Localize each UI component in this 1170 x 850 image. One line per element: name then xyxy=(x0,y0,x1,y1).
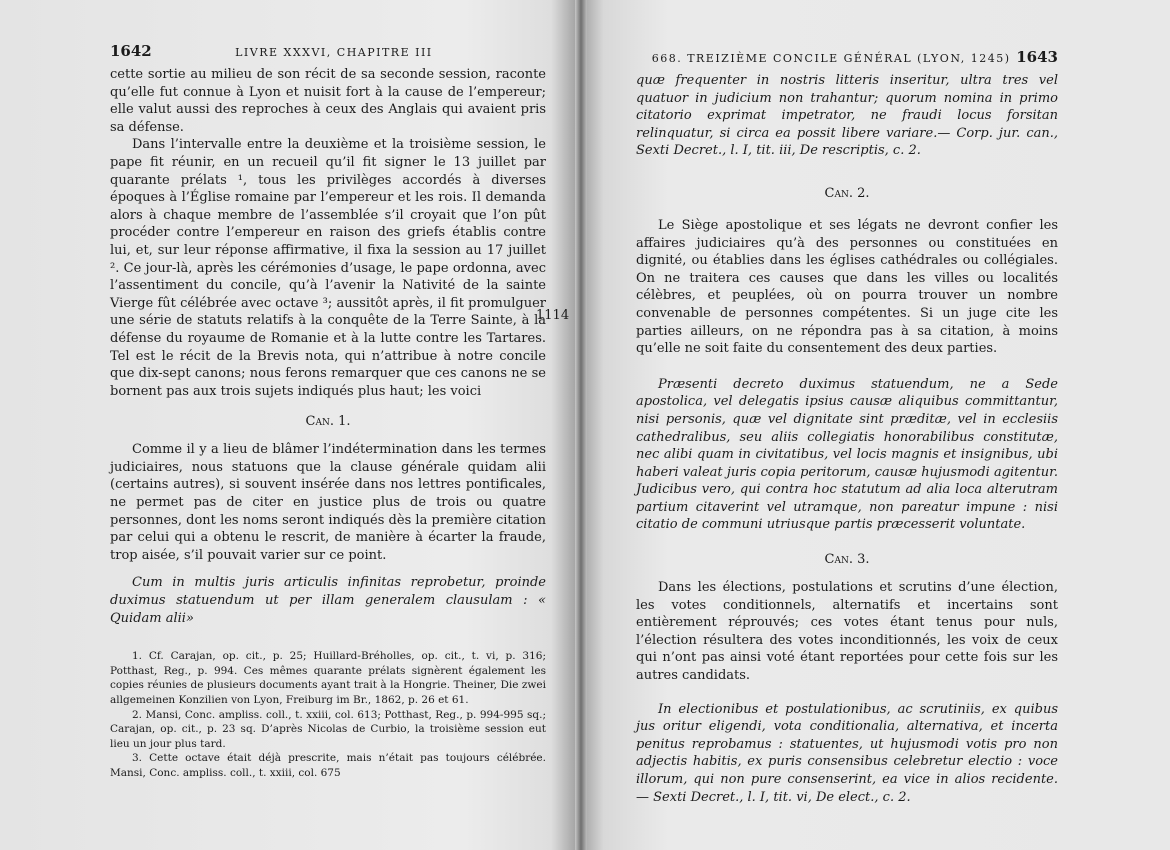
can2-latin: Præsenti decreto duximus statuendum, ne a Sede apostolica, vel delegatis ipsius causæ aliquibus committantur, nisi personis, quæ vel dignitate sint præditæ, vel in ecclesiis cathedralibus, seu aliis collegiatis honorabilibus constitutæ, nec alibi quam in civitatibus, vel locis magnis et insignibus, ubi haberi valeat juris copia peritorum, causæ hujusmodi agitentur. Judicibus vero, qui contra hoc statutum ad alia loca alterutram partium citaverint vel utramque, non pareatur impune : nisi citatio de communi utriusque partis præcesserit voluntate. xyxy=(636,376,1058,533)
left-running-head xyxy=(110,42,546,60)
left-paragraph-2: Dans l’intervalle entre la deuxième et la troisième session, le pape fit réunir, en un recueil qu’il fit signer le 13 juillet par quarante prélats ¹, tous les privilèges accordés à diverses époques à l’Église romaine par l’empereur et les rois. Il demanda alors à chaque membre de l’assemblée s’il croyait que l’on pût procéder contre l’empereur en raison des griefs établis contre lui, et, sur leur réponse affirmative, il fixa la session au 17 juillet ². Ce jour-là, après les cérémonies d’usage, le pape ordonna, avec l’assentiment du concile, qu’à l’avenir la Nativité de la sainte Vierge fût célébrée avec octave ³; aussitôt après, il fit promulguer une série de statuts relatifs à la conquête de la Terre Sainte, à la défense du royaume de Romanie et à la lutte contre les Tartares. Tel est le récit de la Brevis nota, qui n’attribue à notre concile que dix-sept canons; nous ferons remarquer que ces canons ne se bornent pas aux trois sujets indiqués plus haut; les voici xyxy=(110,137,546,399)
left-paragraph-1: cette sortie au milieu de son récit de sa seconde session, raconte qu’elle fut connue à Lyon et nuisit fort à la cause de l’empereur; elle valut aussi des reproches à ceux des Anglais qui avaient pris sa défense. xyxy=(110,67,546,135)
book-gutter xyxy=(575,0,587,850)
left-running-title: LIVRE XXXVI, CHAPITRE III xyxy=(235,46,433,59)
right-running-head xyxy=(636,48,1058,66)
margin-number: 1114 xyxy=(536,308,570,323)
footnote-2: 2. Mansi, Conc. ampliss. coll., t. xxiii, col. 613; Potthast, Reg., p. 994-995 sq.; Carajan, op. cit., p. 23 sq. D’après Nicolas de Curbio, la troisième session eut lieu un jour plus tard. xyxy=(110,708,546,750)
footnote-1: 1. Cf. Carajan, op. cit., p. 25; Huillard-Bréholles, op. cit., t. vi, p. 316; Potthast, Reg., p. 994. Ces mêmes quarante prélats signèrent également les copies réunies de plusieurs documents ayant trait à la Hongrie. Theiner, Die zwei allgemeinen Konzilien von Lyon, Freiburg im Br., 1862, p. 26 et 61. xyxy=(110,650,546,706)
left-page xyxy=(0,0,580,850)
footnote-3: 3. Cette octave était déjà prescrite, mais n’était pas toujours célébrée. Mansi, Conc. ampliss. coll., t. xxiii, col. 675 xyxy=(110,752,546,779)
can1-french: Comme il y a lieu de blâmer l’indétermination dans les termes judiciaires, nous statuons que la clause générale quidam alii (certains autres), si souvent insérée dans nos lettres pontificales, ne permet pas de citer en justice plus de trois ou quatre personnes, dont les noms seront indiqués dès la première citation par celui qui a obtenu le rescrit, de manière à écarter la fraude, trop aisée, s’il pouvait varier sur ce point. xyxy=(110,442,546,563)
left-page-number: 1642 xyxy=(110,42,152,60)
can2-heading: Can. 2. xyxy=(824,185,870,201)
right-page-number: 1643 xyxy=(1016,48,1058,66)
right-running-title: 668. TREIZIÈME CONCILE GÉNÉRAL (LYON, 1245) xyxy=(651,52,1011,65)
can1-heading: Can. 1. xyxy=(305,414,351,430)
right-page xyxy=(580,0,1170,850)
can3-heading: Can. 3. xyxy=(824,552,870,568)
can1-latin: Cum in multis juris articulis infinitas reprobetur, proinde duximus statuendum ut per illam generalem clausulam : « Quidam alii» xyxy=(110,575,546,626)
intro-latin: quæ frequenter in nostris litteris inseritur, ultra tres vel quatuor in judicium non trahantur; quorum nomina in primo citatorio exprimat impetrator, ne fraudi locus forsitan relinquatur, si circa ea possit libere variare.— Corp. jur. can., Sexti Decret., l. I, tit. iii, De rescriptis, c. 2. xyxy=(636,73,1058,159)
can3-french: Dans les élections, postulations et scrutins d’une élection, les votes conditionnels, alternatifs et incertains sont entièrement réprouvés; ces votes étant tenus pour nuls, l’élection résultera des votes inconditionnés, les voix de ceux qui n’ont pas ainsi voté étant reportées pour cette fois sur les autres candidats. xyxy=(636,580,1058,684)
can3-latin: In electionibus et postulationibus, ac scrutiniis, ex quibus jus oritur eligendi, vota conditionalia, alternativa, et incerta penitus reprobamus : statuentes, ut hujusmodi votis pro non adjectis habitis, ex puris consensibus celebretur electio : voce illorum, qui non pure consenserint, ea vice in alios recidente. — Sexti Decret., l. I, tit. vi, De elect., c. 2. xyxy=(636,701,1058,805)
can2-french: Le Siège apostolique et ses légats ne devront confier les affaires judiciaires qu’à des personnes ou constituées en dignité, ou établies dans les églises cathédrales ou collégiales. On ne traitera ces causes que dans les villes ou localités célèbres, et peuplées, où on pourra trouver un nombre convenable de personnes compétentes. Si un juge cite les parties ailleurs, on ne répondra pas à sa citation, à moins qu’elle ne soit faite du consentement des deux parties. xyxy=(636,217,1058,357)
